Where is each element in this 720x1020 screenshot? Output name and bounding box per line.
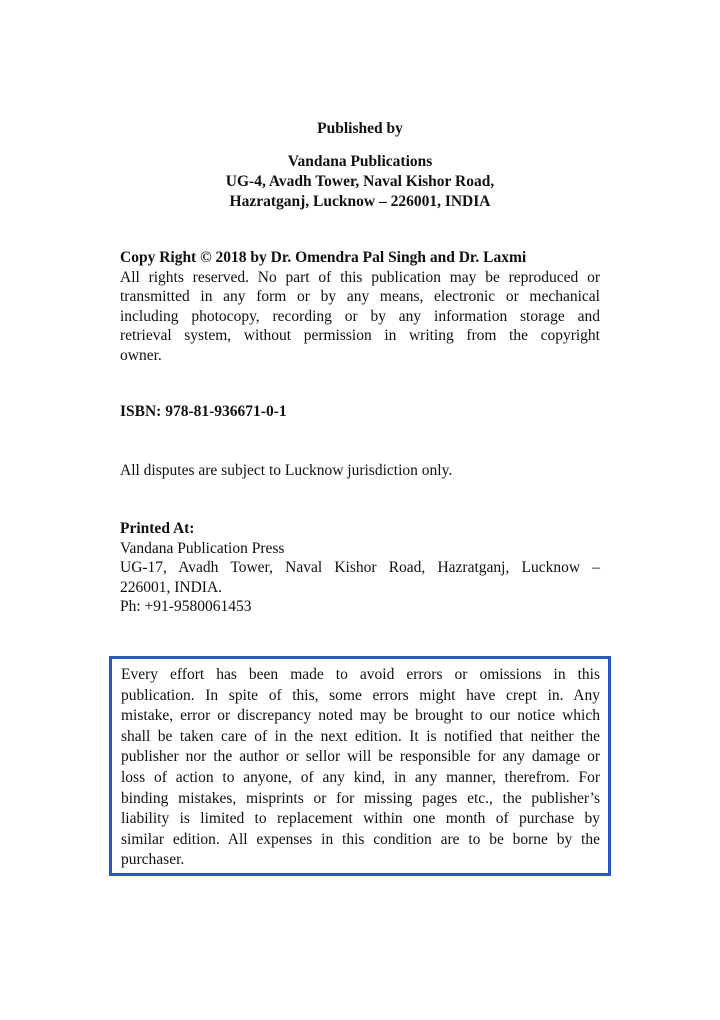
press-phone: Ph: +91-9580061453 — [120, 598, 252, 616]
press-address-line1: UG-17, Avadh Tower, Naval Kishor Road, Hazratganj, Lucknow – — [120, 559, 600, 577]
copyright-line: including photocopy, recording or by any information storage and — [120, 307, 600, 325]
copyright-line: All rights reserved. No part of this publication may be reproduced or — [120, 268, 600, 286]
publisher-address-line2: Hazratganj, Lucknow – 226001, INDIA — [229, 193, 491, 210]
disclaimer-line: similar edition. All expenses in this condition are to be borne by the — [121, 830, 600, 848]
disclaimer-line: purchaser. — [121, 851, 185, 869]
publisher-address-line1: UG-4, Avadh Tower, Naval Kishor Road, — [225, 173, 495, 190]
copyright-line: transmitted in any form or by any means, electronic or mechanical — [120, 288, 600, 306]
publisher-name: Vandana Publications — [287, 153, 433, 170]
disclaimer-line: loss of action to anyone, of any kind, in any manner, therefrom. For — [121, 768, 600, 786]
publisher-block — [120, 119, 600, 212]
printed-at-heading: Printed At: — [120, 520, 195, 537]
copyright-line: retrieval system, without permission in writing from the copyright — [120, 327, 600, 345]
copyright-line: owner. — [120, 346, 162, 364]
disclaimer-line: liability is limited to replacement within one month of purchase by — [121, 810, 600, 828]
disclaimer-line: Every effort has been made to avoid errors or omissions in this — [121, 666, 600, 683]
printed-at-block — [120, 519, 600, 617]
disclaimer-box — [109, 656, 611, 876]
copyright-heading: Copy Right © 2018 by Dr. Omendra Pal Singh and Dr. Laxmi — [120, 249, 527, 266]
disclaimer-line: publisher nor the author or sellor will be responsible for any damage or — [121, 748, 600, 766]
isbn: ISBN: 978-81-936671-0-1 — [120, 403, 287, 420]
jurisdiction-note: All disputes are subject to Lucknow jurisdiction only. — [120, 462, 453, 479]
disclaimer-line: binding mistakes, misprints or for missing pages etc., the publisher’s — [121, 789, 600, 807]
disclaimer-line: publication. In spite of this, some errors might have crept in. Any — [121, 686, 600, 704]
disclaimer-line: shall be taken care of in the next edition. It is notified that neither the — [121, 727, 600, 745]
press-address-line2: 226001, INDIA. — [120, 578, 223, 596]
disclaimer-line: mistake, error or discrepancy noted may be brought to our notice which — [121, 707, 600, 725]
press-name: Vandana Publication Press — [120, 539, 285, 557]
published-by-heading: Published by — [317, 120, 403, 137]
copyright-block — [120, 248, 600, 366]
